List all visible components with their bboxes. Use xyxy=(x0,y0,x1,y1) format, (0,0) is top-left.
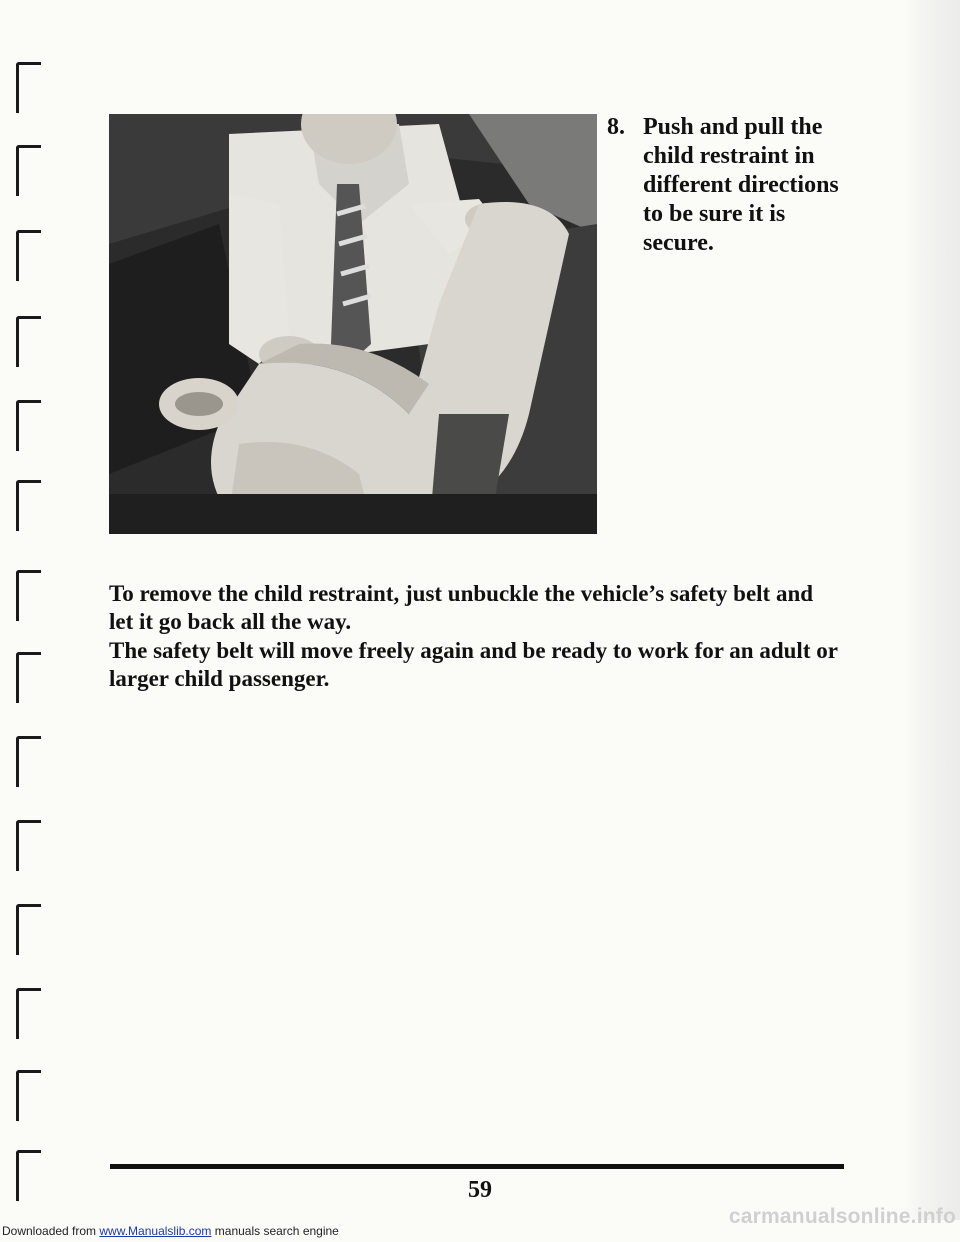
binding-mark xyxy=(16,400,41,451)
download-suffix: manuals search engine xyxy=(211,1224,339,1238)
remove-restraint-paragraph: To remove the child restraint, just unbuckle the vehicle’s safety belt and let it go back all the way. xyxy=(109,581,814,634)
binding-mark xyxy=(16,62,41,113)
download-prefix: Downloaded from xyxy=(2,1224,100,1238)
binding-mark xyxy=(16,820,41,871)
binding-mark xyxy=(16,736,41,787)
manualslib-link[interactable]: www.Manualslib.com xyxy=(99,1224,212,1238)
child-restraint-icon xyxy=(109,114,597,534)
binding-mark xyxy=(16,316,41,367)
step-number: 8. xyxy=(607,114,625,140)
binding-mark xyxy=(16,145,41,196)
step-text: Push and pull the child restraint in different directions to be sure it is secure. xyxy=(643,114,839,256)
page-number: 59 xyxy=(468,1177,492,1203)
scan-edge xyxy=(902,0,960,1242)
binding-mark xyxy=(16,1070,41,1121)
binding-mark xyxy=(16,904,41,955)
binding-mark xyxy=(16,230,41,281)
footer-rule xyxy=(110,1164,844,1169)
binding-mark xyxy=(16,480,41,531)
download-footer xyxy=(0,1205,960,1242)
watermark: carmanualsonline.info xyxy=(728,1205,956,1228)
binding-mark xyxy=(16,652,41,703)
binding-mark xyxy=(16,988,41,1039)
download-notice xyxy=(2,1220,339,1242)
child-restraint-illustration xyxy=(109,114,597,534)
safety-belt-paragraph: The safety belt will move freely again and be ready to work for an adult or larger child passenger. xyxy=(109,638,838,691)
binding-mark xyxy=(16,570,41,621)
